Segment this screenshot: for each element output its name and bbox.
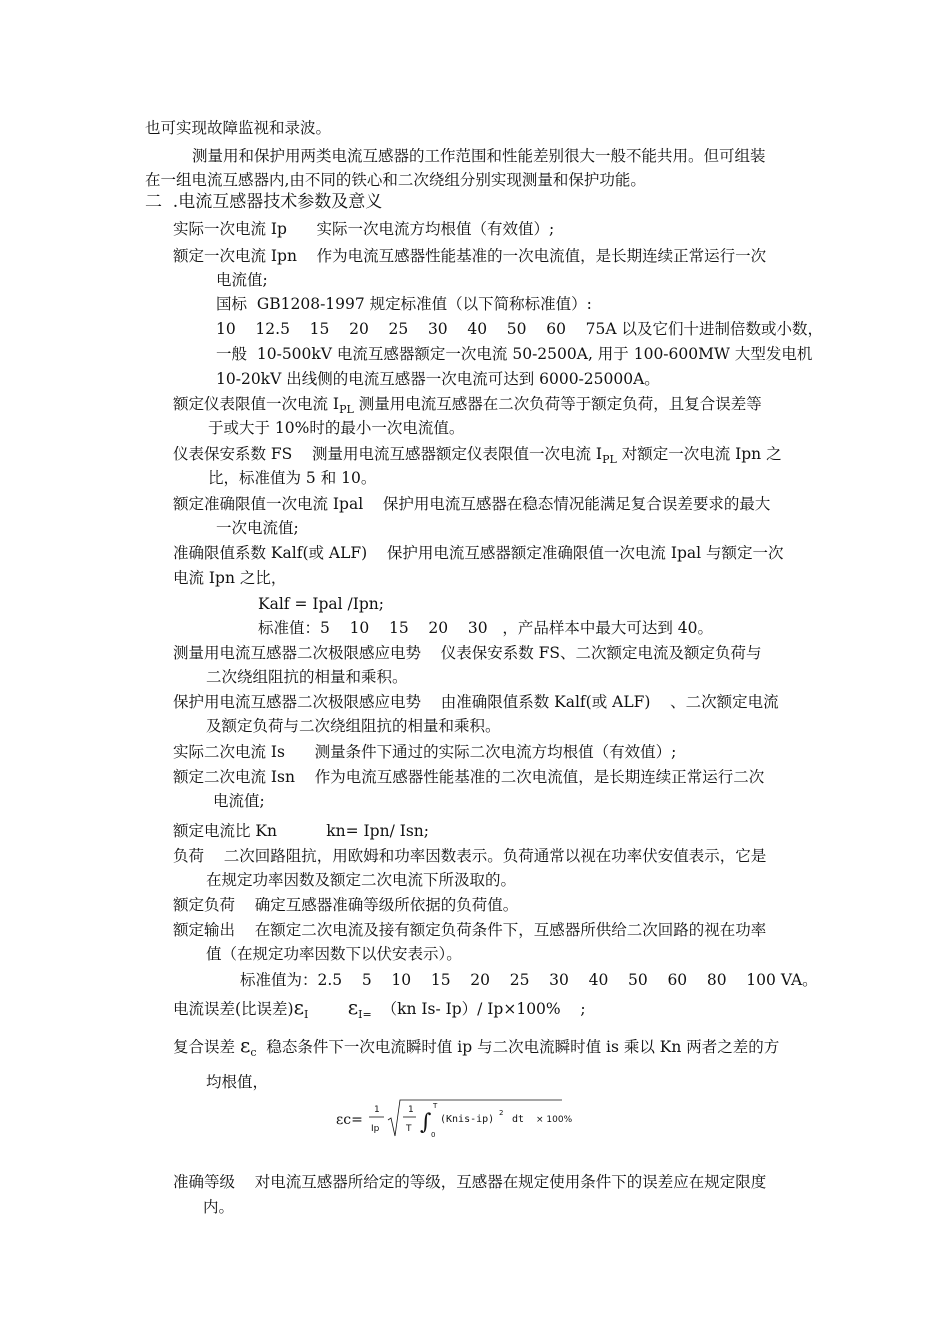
- text-line: 额定输出 在额定二次电流及接有额定负荷条件下，互感器所供给二次回路的视在功率: [173, 921, 767, 939]
- formula-period: T: [406, 1124, 412, 1134]
- text-line: [173, 997, 586, 1021]
- text-line: [173, 394, 762, 416]
- text-line: 及额定负荷与二次绕组阻抗的相量和乘积。: [206, 717, 501, 735]
- text-line: 均根值，: [206, 1073, 269, 1091]
- text-line: 于或大于 10%时的最小一次电流值。: [208, 419, 465, 437]
- text-line: 10-20kV 出线侧的电流互感器一次电流可达到 6000-25000A。: [216, 370, 660, 388]
- text-line: 保护用电流互感器二次极限感应电势 由准确限值系数 Kalf(或 ALF) 、二次额定电流: [173, 693, 779, 711]
- formula-numerator-inner: 1: [408, 1105, 414, 1115]
- formula-power: 2: [499, 1109, 504, 1117]
- integral-sign: ∫: [420, 1110, 432, 1135]
- text-line: 额定电流比 Kn kn= Ipn/ Isn;: [173, 822, 430, 840]
- text-line: 电流值;: [213, 792, 265, 810]
- text-line: 额定二次电流 Isn 作为电流互感器性能基准的二次电流值，是长期连续正常运行二次: [173, 768, 765, 786]
- text-line: [173, 1035, 779, 1059]
- formula-denominator: Ip: [371, 1124, 380, 1134]
- text-line: 测量用和保护用两类电流互感器的工作范围和性能差别很大一般不能共用。但可组装: [192, 147, 766, 165]
- epsilon-symbol: ε: [347, 995, 359, 1019]
- formula-percent: × 100%: [536, 1115, 573, 1125]
- formula-integrand: (Knis-ip): [440, 1114, 495, 1125]
- text-line: 在一组电流互感器内,由不同的铁心和二次绕组分别实现测量和保护功能。: [145, 171, 646, 189]
- formula-dt: dt: [512, 1114, 525, 1125]
- text-line: 一次电流值;: [216, 519, 299, 537]
- text-line: 在规定功率因数及额定二次电流下所汲取的。: [206, 871, 517, 889]
- epsilon-symbol: ε: [239, 1033, 251, 1057]
- text-line: 额定准确限值一次电流 Ipal 保护用电流互感器在稳态情况能满足复合误差要求的最大: [173, 495, 771, 513]
- text-line: 准确限值系数 Kalf(或 ALF) 保护用电流互感器额定准确限值一次电流 Ipal 与额定一次: [173, 544, 784, 562]
- text-span: 对额定一次电流 Ipn 之: [616, 445, 782, 463]
- text-span: 复合误差: [173, 1038, 240, 1056]
- text-line: 额定负荷 确定互感器准确等级所依据的负荷值。: [173, 896, 519, 914]
- formula-lhs: εc=: [336, 1112, 363, 1128]
- subscript: c: [250, 1046, 257, 1059]
- text-line: 国标 GB1208-1997 规定标准值（以下简称标准值）:: [216, 295, 592, 313]
- section-heading: 二 .电流互感器技术参数及意义: [145, 192, 383, 212]
- text-line: 电流值;: [216, 271, 268, 289]
- text-line: 额定一次电流 Ipn 作为电流互感器性能基准的一次电流值，是长期连续正常运行一次: [173, 247, 767, 265]
- subscript: I: [303, 1008, 309, 1021]
- text-line: 准确等级 对电流互感器所给定的等级，互感器在规定使用条件下的误差应在规定限度: [173, 1173, 767, 1191]
- formula-numerator: 1: [374, 1105, 380, 1115]
- subscript: PL: [339, 403, 354, 416]
- text-span: （kn Is- Ip）/ Ip×100% ;: [381, 1000, 586, 1018]
- text-line: 实际一次电流 Ip 实际一次电流方均根值（有效值）;: [173, 220, 555, 238]
- integral-lower-limit: 0: [431, 1131, 436, 1139]
- text-line: 实际二次电流 Is 测量条件下通过的实际二次电流方均根值（有效值）;: [173, 743, 677, 761]
- text-line: [173, 444, 782, 466]
- text-line: 一般 10-500kV 电流互感器额定一次电流 50-2500A, 用于 100-600MW 大型发电机: [216, 345, 813, 363]
- integral-upper-limit: T: [433, 1102, 438, 1110]
- formula-line: Kalf = Ipal /Ipn;: [258, 595, 384, 613]
- text-span: 测量用电流互感器在二次负荷等于额定负荷，且复合误差等: [353, 395, 762, 413]
- text-line: 标准值为：2.5 5 10 15 20 25 30 40 50 60 80 100 VA。: [240, 971, 818, 989]
- text-span: 仪表保安系数 FS 测量用电流互感器额定仪表限值一次电流 I: [173, 445, 603, 463]
- text-line: 二次绕组阻抗的相量和乘积。: [206, 668, 408, 686]
- subscript: PL: [602, 453, 617, 466]
- subscript: I=: [358, 1008, 372, 1021]
- text-line: 标准值：5 10 15 20 30 ，产品样本中最大可达到 40。: [258, 619, 714, 637]
- text-line: 值（在规定功率因数下以伏安表示）。: [206, 945, 462, 963]
- text-line: 电流 Ipn 之比，: [173, 569, 287, 587]
- text-line: 测量用电流互感器二次极限感应电势 仪表保安系数 FS、二次额定电流及额定负荷与: [173, 644, 762, 662]
- text-line: 10 12.5 15 20 25 30 40 50 60 75A 以及它们十进制倍数或小数，: [216, 320, 824, 338]
- text-line: 内。: [203, 1198, 235, 1216]
- text-line: 比，标准值为 5 和 10。: [208, 469, 377, 487]
- text-span: 稳态条件下一次电流瞬时值 ip 与二次电流瞬时值 is 乘以 Kn 两者之差的方: [256, 1038, 780, 1056]
- epsilon-symbol: ε: [293, 995, 304, 1019]
- text-span: 额定仪表限值一次电流 I: [173, 395, 340, 413]
- text-line: 也可实现故障监视和录波。: [145, 119, 332, 137]
- composite-error-formula: [336, 1096, 576, 1140]
- text-line: 负荷 二次回路阻抗，用欧姆和功率因数表示。负荷通常以视在功率伏安值表示，它是: [173, 847, 767, 865]
- text-span: 电流误差(比误差): [173, 1000, 294, 1018]
